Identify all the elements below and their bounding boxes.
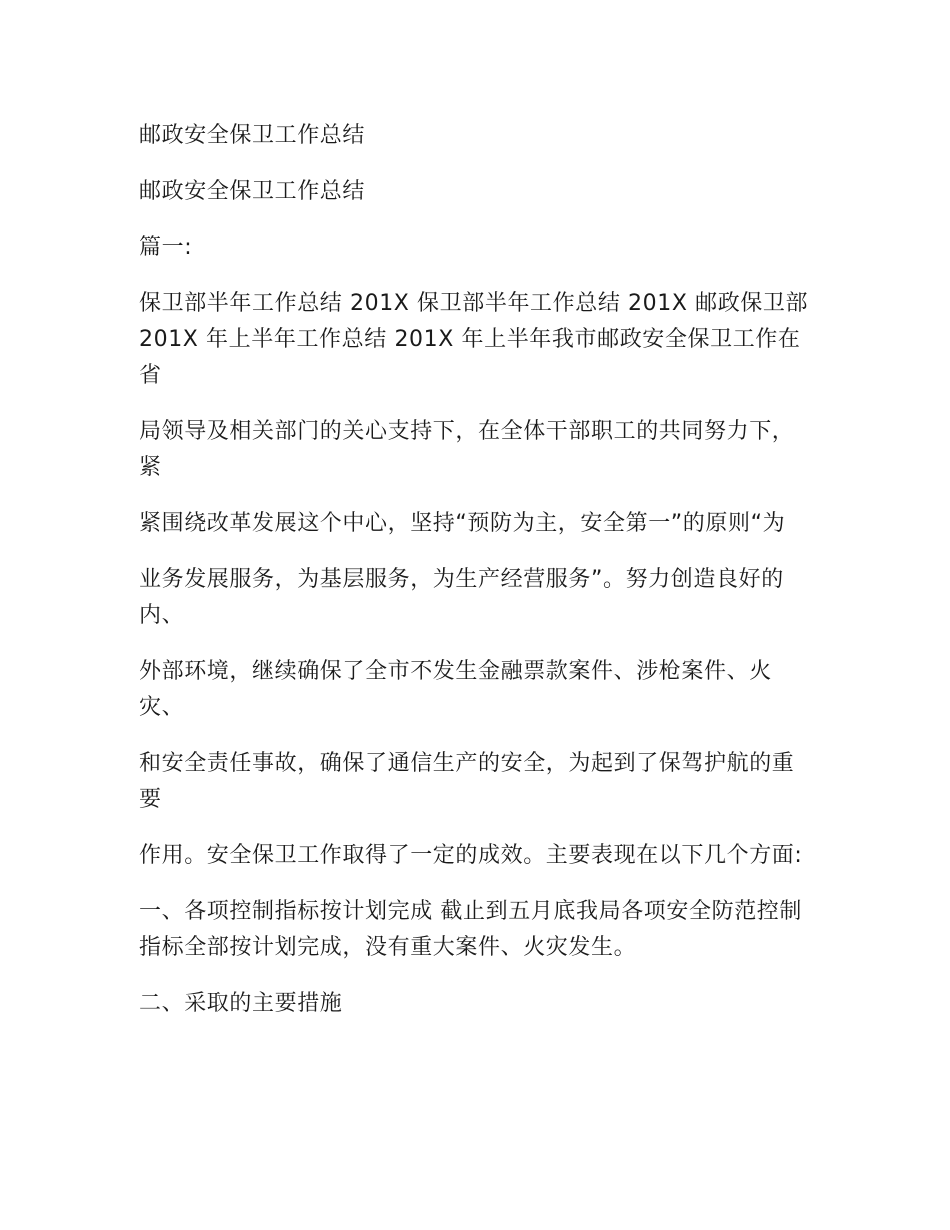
- paragraph: 业务发展服务，为基层服务，为生产经营服务”。努力创造良好的内、: [139, 567, 784, 628]
- document-body: [139, 118, 811, 1042]
- paragraph: 保卫部半年工作总结 201X 保卫部半年工作总结 201X 邮政保卫部 201X 年上半年工作总结 201X 年上半年我市邮政安全保卫工作在省: [139, 291, 809, 388]
- section-label: 篇一:: [139, 235, 193, 260]
- paragraph: 作用。安全保卫工作取得了一定的成效。主要表现在以下几个方面:: [139, 843, 803, 868]
- paragraph: 和安全责任事故，确保了通信生产的安全，为起到了保驾护航的重要: [139, 751, 795, 812]
- paragraph: 一、各项控制指标按计划完成 截止到五月底我局各项安全防范控制指标全部按计划完成，没有重大案件、火灾发生。: [139, 899, 802, 960]
- paragraph: 紧围绕改革发展这个中心，坚持“预防为主，安全第一”的原则“为: [139, 511, 786, 536]
- paragraph: 二、采取的主要措施: [139, 991, 343, 1016]
- paragraph: 外部环境，继续确保了全市不发生金融票款案件、涉枪案件、火灾、: [139, 659, 772, 720]
- document-title: 邮政安全保卫工作总结: [139, 123, 366, 148]
- document-subtitle: 邮政安全保卫工作总结: [139, 179, 366, 204]
- paragraph: 局领导及相关部门的关心支持下，在全体干部职工的共同努力下，紧: [139, 419, 795, 480]
